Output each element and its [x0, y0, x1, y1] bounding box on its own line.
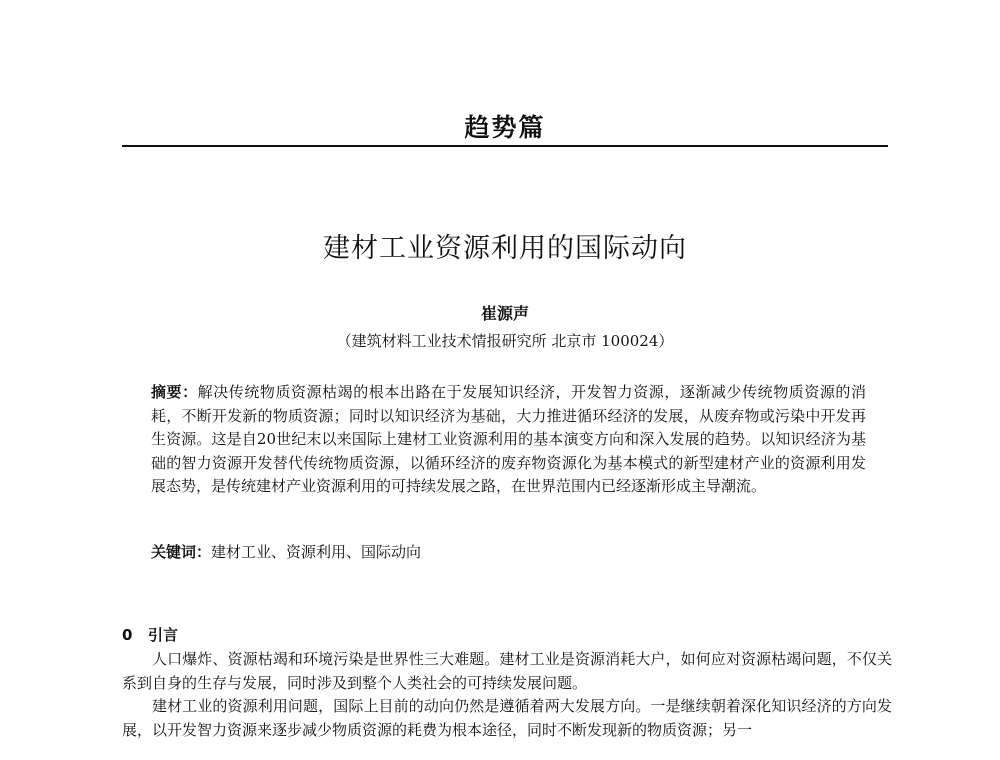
affiliation: （建筑材料工业技术情报研究所 北京市 100024） — [336, 332, 674, 350]
section-title: 引言 — [148, 626, 179, 644]
keywords — [151, 541, 866, 564]
keywords-text: 建材工业、资源利用、国际动向 — [211, 543, 422, 561]
header-rule — [122, 145, 888, 147]
abstract-label: 摘要： — [151, 383, 198, 401]
article-title: 建材工业资源利用的国际动向 — [323, 233, 687, 264]
section-heading — [122, 624, 888, 645]
author: 崔源声 — [480, 304, 529, 323]
section-header: 趋势篇 — [464, 113, 546, 142]
section-number: 0 — [122, 626, 133, 644]
body-text — [122, 648, 892, 742]
abstract-text: 解决传统物质资源枯竭的根本出路在于发展知识经济，开发智力资源，逐渐减少传统物质资源的消耗，不断开发新的物质资源；同时以知识经济为基础，大力推进循环经济的发展，从废弃物或污染中开发再生资源。这是自20世纪末以来国际上建材工业资源利用的基本演变方向和深入发展的趋势。以知识经济为基础的智力资源开发替代传统物质资源，以循环经济的废弃物资源化为基本模式的新型建材产业的资源利用发展态势，是传统建材产业资源利用的可持续发展之路，在世界范围内已经逐渐形成主导潮流。 — [151, 383, 866, 495]
abstract — [151, 381, 866, 499]
paragraph: 人口爆炸、资源枯竭和环境污染是世界性三大难题。建材工业是资源消耗大户，如何应对资源枯竭问题，不仅关系到自身的生存与发展，同时涉及到整个人类社会的可持续发展问题。 — [122, 650, 892, 692]
paragraph: 建材工业的资源利用问题，国际上目前的动向仍然是遵循着两大发展方向。一是继续朝着深化知识经济的方向发展，以开发智力资源来逐步减少物质资源的耗费为根本途径，同时不断发现新的物质资源；另一 — [122, 697, 892, 739]
keywords-label: 关键词： — [151, 543, 212, 561]
